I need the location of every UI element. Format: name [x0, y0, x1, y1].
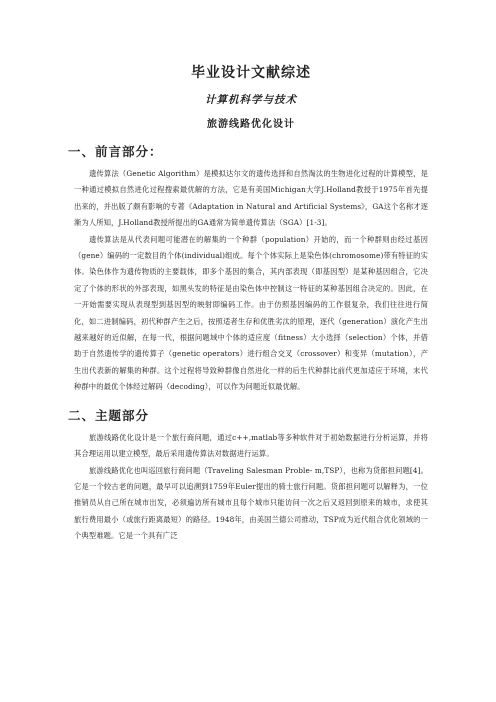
document-topic: 旅游线路优化设计: [207, 119, 295, 130]
paragraph: 遗传算法是从代表问题可能潜在的解集的一个种群（population）开始的，而一个种群则由经过基因（gene）编码的一定数目的个体(individual)组成。每个个体实际上是染色体(chromosome)带有特征的实体。染色体作为遗传物质的主要载体，即多个基因的集合，其内部表现（即基因型）是某种基因组合，它决定了个体的形状的外部表现，如黑头发的特征是由染色体中控制这一特征的某种基因组合决定的。因此，在一开始需要实现从表现型到基因型的映射即编码工作。由于仿照基因编码的工作很复杂，我们往往进行简化，如二进制编码，初代种群产生之后，按照适者生存和优胜劣汰的原理，逐代（generation）演化产生出越来越好的近似解，在每一代，根据问题域中个体的适应度（fitness）大小选择（selection）个体，并借助于自然遗传学的遗传算子（genetic operators）进行组合交叉（crossover）和变异（mutation），产生出代表新的解集的种群。这个过程将导致种群像自然进化一样的后生代种群比前代更加适应于环境，末代种群中的最优个体经过解码（decoding），可以作为问题近似最优解。: [74, 234, 428, 392]
section-heading-intro: 一、前言部分：: [68, 144, 163, 159]
document-title: 毕业设计文献综述: [191, 65, 311, 81]
section-gap: [74, 396, 428, 406]
paragraph: 旅游线路优化也叫巡回旅行商问题（Traveling Salesman Proble- m,TSP），也称为货郎担问题[4]。它是一个较古老的问题，最早可以追溯到1759年Euler提出的骑士旅行问题。货郎担问题可以解释为，一位推销员从自己所在城市出发，必须遍访所有城市且每个城市只能访问一次之后又返回到原来的城市，求使其旅行费用最小（或旅行距离最短）的路径。1948年，由美国兰德公司推动，TSP成为近代组合优化领域的一个典型难题。它是一个具有广泛: [74, 465, 428, 541]
paragraph: 旅游线路优化设计是一个旅行商问题，通过c++,matlab等多种软件对于初始数据进行分析运算，并将其合理运用以建立模型，最后采用遗传算法对数据进行运算。: [74, 432, 428, 459]
paragraph: 遗传算法（Genetic Algorithm）是模拟达尔文的遗传选择和自然淘汰的生物进化过程的计算模型，是一种通过模拟自然进化过程搜索最优解的方法，它是有美国Michigan大学J.Holland教授于1975年首先提出来的，并出版了颇有影响的专著《Adaptation in Natural and Artificial Systems》，GA这个名称才逐渐为人所知，J.Holland教授所提出的GA通常为简单遗传算法（SGA）[1-3]。: [74, 169, 429, 228]
section-heading-main: 二、主题部分: [68, 407, 150, 423]
document-subtitle: 计算机科学与技术: [205, 94, 297, 106]
